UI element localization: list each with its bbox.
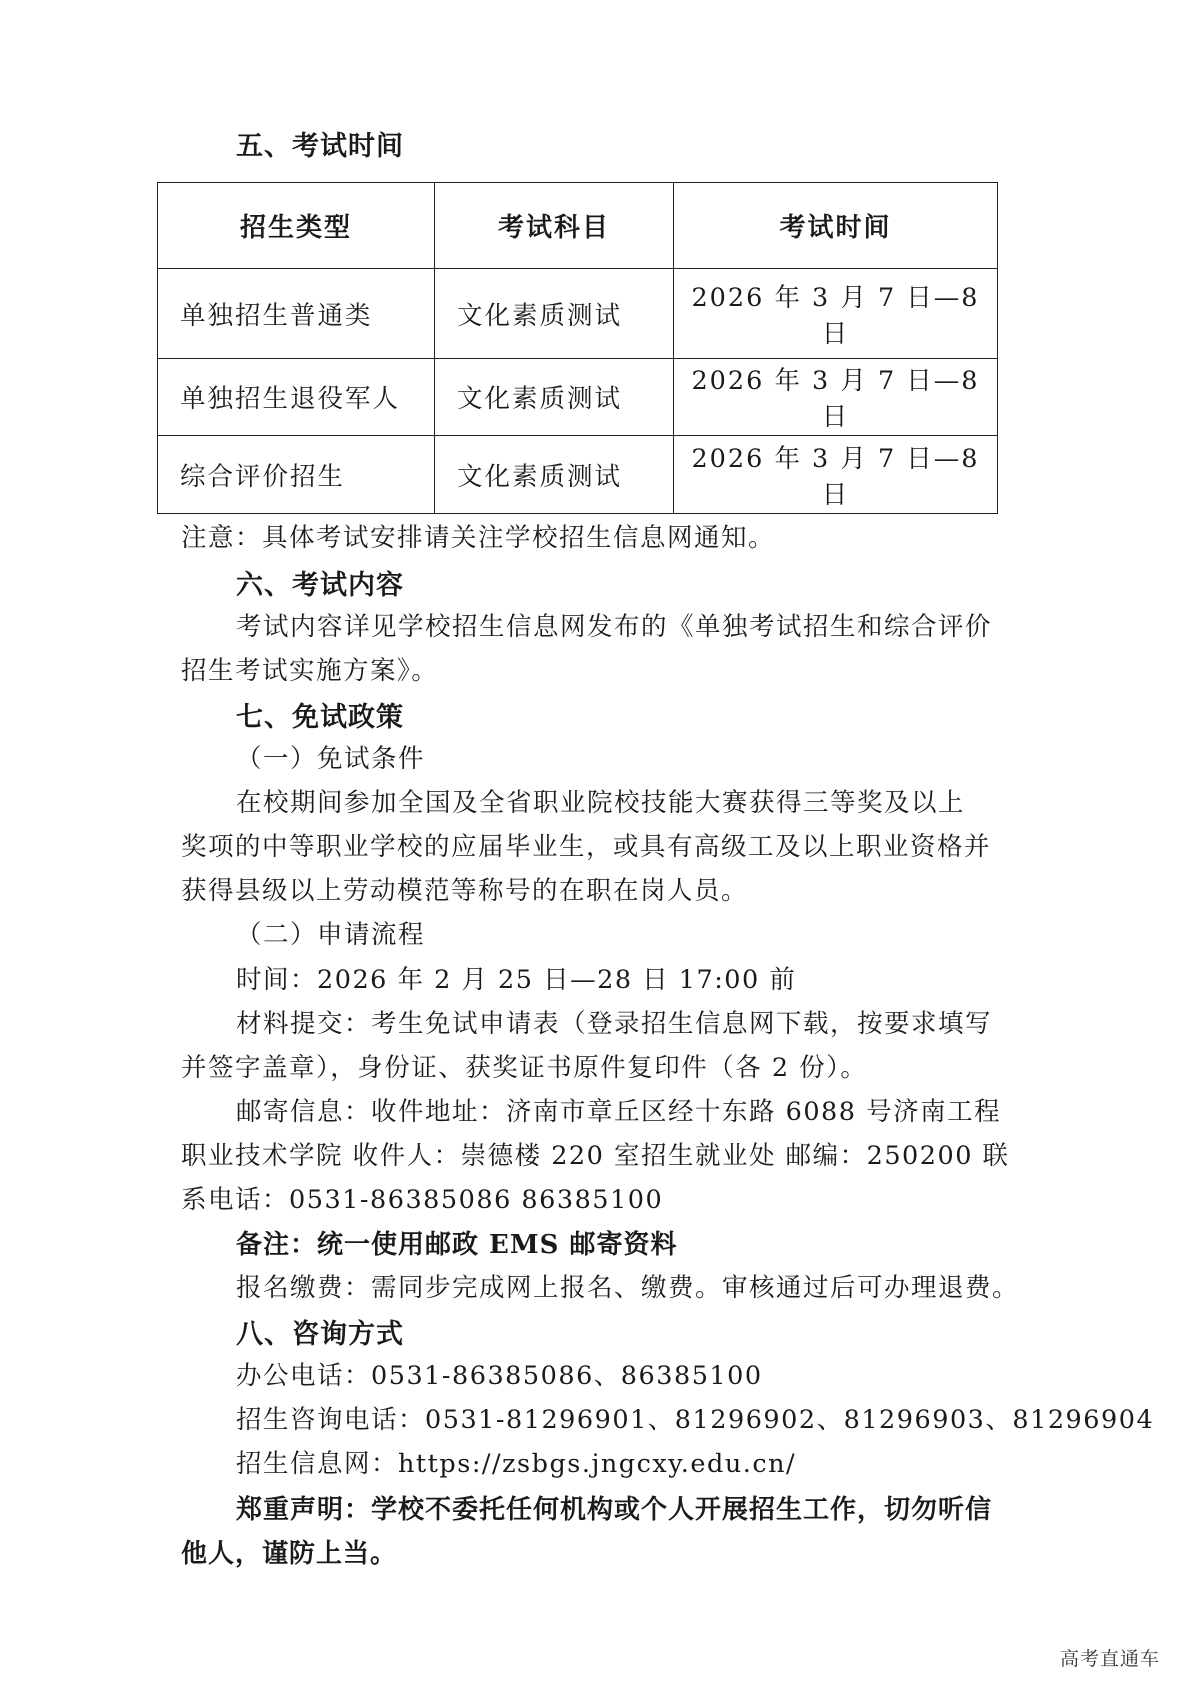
section6-heading: 六、考试内容 [236,570,404,601]
mailing-line: 系电话：0531-86385086 86385100 [181,1185,664,1215]
section7-heading: 七、免试政策 [236,702,404,733]
conditions-line: 在校期间参加全国及全省职业院校技能大赛获得三等奖及以上 [236,788,966,818]
table-header-cell: 考试时间 [674,183,998,269]
exam-time-table [157,182,998,514]
statement-line: 郑重声明：学校不委托任何机构或个人开展招生工作，切勿听信 [236,1495,993,1525]
table-note: 注意：具体考试安排请关注学校招生信息网通知。 [181,523,776,553]
conditions-line: 获得县级以上劳动模范等称号的在职在岗人员。 [181,876,749,906]
table-cell: 文化素质测试 [435,269,674,359]
section6-paragraph-line: 考试内容详见学校招生信息网发布的《单独考试招生和综合评价 [236,612,993,642]
fee-line: 报名缴费：需同步完成网上报名、缴费。审核通过后可办理退费。 [236,1273,1020,1303]
table-cell: 单独招生退役军人 [158,359,435,436]
consult-phone: 招生咨询电话：0531-81296901、81296902、81296903、81296904 [236,1405,1155,1435]
table-row [158,436,998,514]
table-header-row [158,183,998,269]
website: 招生信息网：https://zsbgs.jngcxy.edu.cn/ [236,1449,797,1479]
table-cell: 2026 年 3 月 7 日—8 日 [674,269,998,359]
materials-line: 材料提交：考生免试申请表（登录招生信息网下载，按要求填写 [236,1009,993,1039]
section5-heading: 五、考试时间 [236,131,404,162]
mailing-line: 邮寄信息：收件地址：济南市章丘区经十东路 6088 号济南工程 [236,1097,1002,1127]
table-cell: 2026 年 3 月 7 日—8 日 [674,436,998,514]
table-header-cell: 招生类型 [158,183,435,269]
table-cell: 文化素质测试 [435,436,674,514]
remark: 备注：统一使用邮政 EMS 邮寄资料 [236,1230,678,1260]
section6-paragraph-line: 招生考试实施方案》。 [181,656,439,686]
application-time: 时间：2026 年 2 月 25 日—28 日 17:00 前 [236,965,797,995]
table-row [158,269,998,359]
subheading-exemption-conditions: （一）免试条件 [236,744,426,774]
watermark-text: 高考直通车 [1060,1648,1161,1670]
table-cell: 单独招生普通类 [158,269,435,359]
materials-line: 并签字盖章），身份证、获奖证书原件复印件（各 2 份）。 [181,1053,868,1083]
table-row [158,359,998,436]
conditions-line: 奖项的中等职业学校的应届毕业生，或具有高级工及以上职业资格并 [181,832,992,862]
statement-line: 他人，谨防上当。 [181,1539,398,1569]
table-cell: 综合评价招生 [158,436,435,514]
table-header-cell: 考试科目 [435,183,674,269]
mailing-line: 职业技术学院 收件人：崇德楼 220 室招生就业处 邮编：250200 联 [181,1141,1010,1171]
table-cell: 2026 年 3 月 7 日—8 日 [674,359,998,436]
table-cell: 文化素质测试 [435,359,674,436]
section8-heading: 八、咨询方式 [236,1319,404,1350]
office-phone: 办公电话：0531-86385086、86385100 [236,1361,763,1391]
subheading-application-process: （二）申请流程 [236,920,426,950]
